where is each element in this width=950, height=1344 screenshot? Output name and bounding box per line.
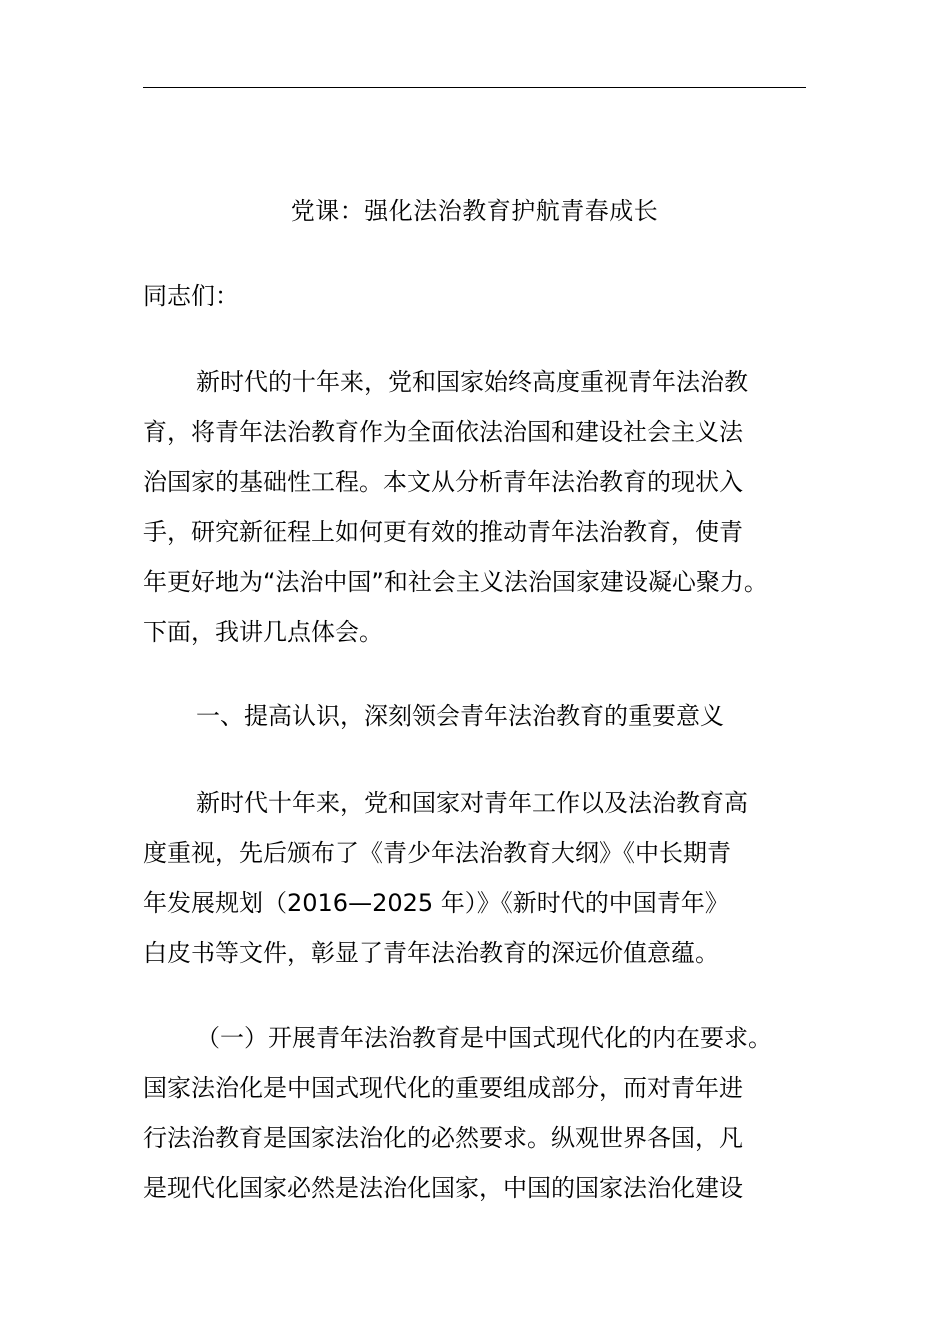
paragraph-line: 白皮书等文件，彰显了青年法治教育的深远价值意蕴。 [143, 939, 719, 967]
paragraph-line: 新时代的十年来，党和国家始终高度重视青年法治教 [196, 368, 748, 396]
header-rule [143, 87, 806, 88]
salutation: 同志们： [143, 282, 239, 310]
paragraph-line: 国家法治化是中国式现代化的重要组成部分，而对青年进 [143, 1074, 743, 1102]
paragraph-line: 行法治教育是国家法治化的必然要求。纵观世界各国，凡 [143, 1124, 743, 1152]
paragraph-line: （一）开展青年法治教育是中国式现代化的内在要求。 [196, 1024, 772, 1052]
paragraph-line: 年发展规划（2016—2025 年）》《新时代的中国青年》 [143, 889, 729, 917]
paragraph-line: 新时代十年来，党和国家对青年工作以及法治教育高 [196, 789, 748, 817]
paragraph-line: 是现代化国家必然是法治化国家，中国的国家法治化建设 [143, 1174, 743, 1202]
paragraph-line: 下面，我讲几点体会。 [143, 618, 383, 646]
paragraph-line: 手，研究新征程上如何更有效的推动青年法治教育，使青 [143, 518, 743, 546]
paragraph-modernization [143, 1013, 806, 1213]
paragraph-documents [143, 778, 806, 978]
paragraph-intro [143, 357, 806, 657]
paragraph-line: 度重视，先后颁布了《青少年法治教育大纲》《中长期青 [143, 839, 731, 867]
paragraph-line: 治国家的基础性工程。本文从分析青年法治教育的现状入 [143, 468, 743, 496]
document-title: 党课：强化法治教育护航青春成长 [290, 197, 659, 225]
paragraph-line: 年更好地为“法治中国”和社会主义法治国家建设凝心聚力。 [143, 568, 768, 596]
paragraph-line: 育，将青年法治教育作为全面依法治国和建设社会主义法 [143, 418, 743, 446]
section-heading: 一、提高认识，深刻领会青年法治教育的重要意义 [196, 702, 724, 730]
